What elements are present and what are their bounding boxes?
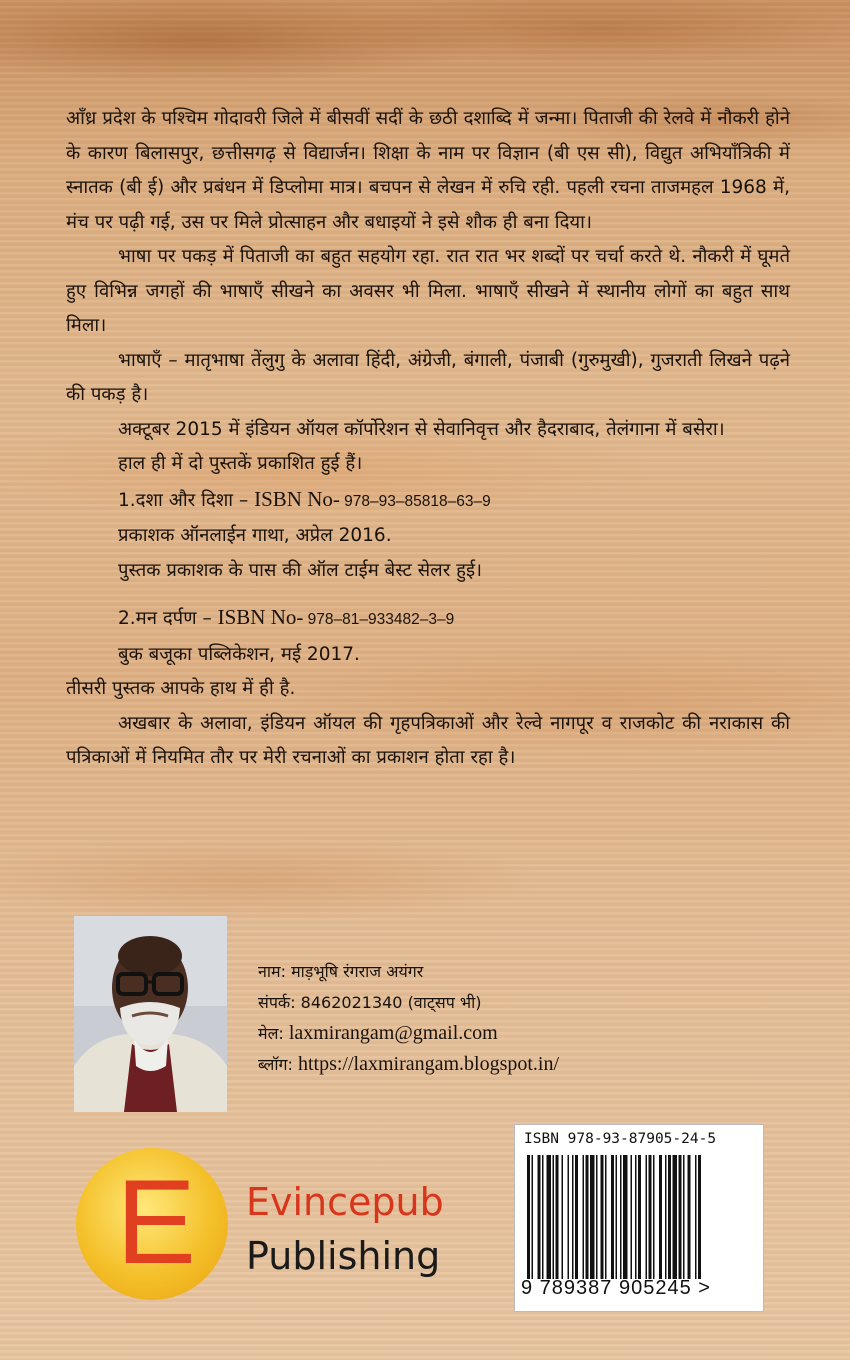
isbn-barcode [514,1124,764,1312]
barcode-bar [586,1155,589,1279]
publisher-logo [76,1148,496,1308]
publisher-logo-letter: E [116,1155,197,1289]
book1-line [66,482,790,520]
barcode-bar [646,1155,648,1279]
bio-paragraph-6: तीसरी पुस्तक आपके हाथ में ही है. [66,678,296,699]
barcode-bar [673,1155,678,1279]
barcode-bar [659,1155,662,1279]
barcode-bar [556,1155,559,1279]
barcode-bar [649,1155,652,1279]
barcode-bar [538,1155,541,1279]
publisher-name-line2: Publishing [246,1234,441,1278]
bio-paragraph-7: अखबार के अलावा, इंडियन ऑयल की गृहपत्रिकाओं और रेल्वे नागपूर व राजकोट की नराकास की पत्रिकाओं में नियमित तौर पर मेरी रचनाओं का प्रकाशन होता रहा है। [66,712,790,768]
book2-isbn-label: ISBN No- [217,605,304,629]
bio-paragraph-2: भाषा पर पकड़ में पिताजी का बहुत सहयोग रहा. रात रात भर शब्दों पर चर्चा करते थे. नौकरी में घूमते हुए विभिन्न जगहों की भाषाएँ सीखने का अवसर भी मिला. भाषाएँ सीखने में स्थानीय लोगों का बहुत साथ मिला। [66,246,790,336]
barcode-bar [668,1155,671,1279]
author-mail-label: मेल: [258,1024,284,1043]
bio-paragraph-4: अक्टूबर 2015 में इंडियन ऑयल कॉर्पोरेशन से सेवानिवृत्त और हैदराबाद, तेलंगाना में बसेरा। [118,418,725,440]
author-name-row [258,956,698,987]
author-phone: 8462021340 (वाट्सप भी) [295,993,482,1012]
barcode-bar [572,1155,574,1279]
author-contact-row [258,987,698,1018]
book2-title: 2.मन दर्पण – [118,608,218,629]
book1-publisher: प्रकाशक ऑनलाईन गाथा, अप्रेल 2016. [118,525,392,546]
bio-paragraph-3: भाषाएँ – मातृभाषा तेंलुगु के अलावा हिंदी, अंग्रेजी, बंगाली, पंजाबी (गुरुमुखी), गुजराती लिखने पढ़ने की पकड़ है। [66,349,790,405]
author-blog-row [258,1049,698,1080]
barcode-bar [542,1155,544,1279]
barcode-bar [583,1155,585,1279]
barcode-isbn-text: ISBN 978-93-87905-24-5 [524,1131,717,1147]
book1-isbn-label: ISBN No- [254,486,340,511]
barcode-bar [611,1155,614,1279]
barcode-bar [695,1155,697,1279]
barcode-bar [683,1155,685,1279]
author-bio [66,102,790,776]
book1-title: 1.दशा और दिशा – [118,489,255,511]
barcode-bar [562,1155,564,1279]
barcode-bar [631,1155,633,1279]
barcode-bar [616,1155,618,1279]
book1-isbn: 978–93–85818–63–9 [339,492,491,510]
bio-paragraph-1: आँध्र प्रदेश के पश्चिम गोदावरी जिले में बीसवीं सदीं के छठी दशाब्दि में जन्मा। पिताजी की रेलवे में नौकरी होने के कारण बिलासपुर, छत्तीसगढ़ से विद्यार्जन। शिक्षा के नाम पर विज्ञान (बी एस सी), विद्युत अभियाँत्रिकी में स्नातक (बी ई) और प्रबंधन में डिप्लोमा मात्र। बचपन से लेखन में रुचि रही. पहली रचना ताजमहल 1968 में, मंच पर पढ़ी गई, उस पर मिले प्रोत्साहन और बधाइयों ने इसे शौक ही बना दिया। [66,108,790,233]
author-name: माड़भूषि रंगराज अयंगर [285,962,424,981]
barcode-bar [575,1155,578,1279]
barcode-digits: 9 789387 905245 > [521,1277,711,1299]
barcode-bar [620,1155,622,1279]
barcode-bar [601,1155,604,1279]
barcode-bar [553,1155,555,1279]
publisher-name-line1: Evincepub [246,1180,444,1224]
book2-publisher: बुक बजूका पब्लिकेशन, मई 2017. [118,643,360,665]
barcode-bar [590,1155,595,1279]
barcode-bars [527,1155,751,1279]
barcode-bar [532,1155,534,1279]
author-photo-image [74,916,227,1112]
barcode-bar [638,1155,641,1279]
book1-note: पुस्तक प्रकाशक के पास की ऑल टाईम बेस्ट सेलर हुई। [118,559,483,581]
book2-isbn: 978–81–933482–3–9 [303,611,455,628]
barcode-bar [568,1155,570,1279]
barcode-bar [698,1155,701,1279]
barcode-bar [605,1155,607,1279]
barcode-bar [665,1155,667,1279]
barcode-bar [596,1155,598,1279]
author-mail-row [258,1018,698,1049]
author-blog-label: ब्लॉग: [258,1055,293,1074]
author-blog-link[interactable]: https://laxmirangam.blogspot.in/ [292,1053,560,1075]
book2-line [66,600,790,638]
author-contact [258,956,698,1080]
barcode-bar [623,1155,628,1279]
author-email-link[interactable]: laxmirangam@gmail.com [283,1022,498,1044]
barcode-bar [547,1155,552,1279]
barcode-bar [527,1155,530,1279]
barcode-bar [679,1155,682,1279]
author-contact-label: संपर्क: [258,993,296,1012]
author-photo [74,916,227,1112]
bio-paragraph-5: हाल ही में दो पुस्तकें प्रकाशित हुई हैं। [118,453,363,474]
author-name-label: नाम: [258,962,286,981]
barcode-bar [688,1155,691,1279]
barcode-bar [653,1155,655,1279]
barcode-bar [635,1155,637,1279]
